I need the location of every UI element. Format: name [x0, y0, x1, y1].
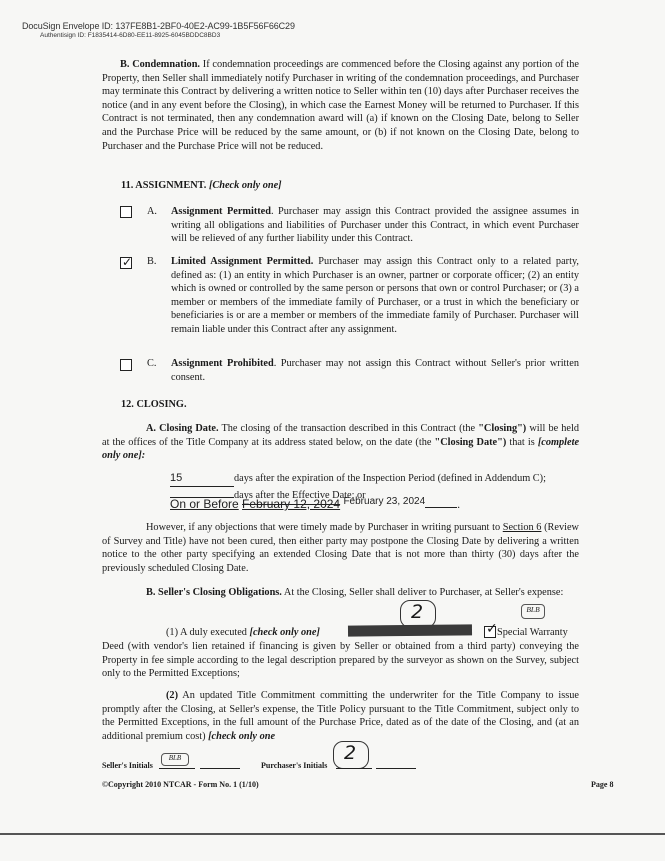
assignment-a-text: Assignment Permitted. Purchaser may assign this Contract provided the assignee assumes in writing all obligations and liabilities of Purchaser under this Contract, in which event Purchaser will be relieved of any further liability under this Contract. — [171, 206, 579, 245]
item-1-paragraph: (1) A duly executed [check only one] — [166, 627, 320, 638]
check-mark-icon: ✓ — [486, 621, 498, 637]
closing-date-paragraph: A. Closing Date. The closing of the transaction described in this Contract (the "Closing") will be held at the offices of the Title Company at its address stated below, on the date (the "Closing Date") that is [complete only one]: — [102, 423, 580, 462]
purchasers-initials-field-2[interactable] — [376, 758, 416, 769]
assignment-a-checkbox[interactable] — [120, 206, 132, 218]
purchasers-initials-label: Purchaser's Initials — [261, 761, 328, 770]
condemnation-paragraph — [102, 58, 579, 153]
handwritten-initial-circle-2: 2 — [333, 741, 369, 769]
handwritten-initial-circle: 2 — [400, 600, 436, 628]
initials-seal: BLB — [521, 604, 545, 619]
item-1-rest: Deed (with vendor's lien retained if financing is given by Seller or obtained from a third party) conveying the Property in fee simple according to the legal description prepared by the surveyor as shown on the Survey, subject only to the Permitted Exceptions; — [102, 641, 579, 680]
purchasers-initials-field-1[interactable] — [336, 758, 372, 769]
assignment-b-letter: B. — [147, 256, 157, 267]
assignment-c-text: Assignment Prohibited. Purchaser may not assign this Contract without Seller's prior written consent. — [171, 358, 579, 383]
sellers-initials-field-1[interactable]: BLB — [159, 758, 195, 769]
section-6-link[interactable]: Section 6 — [502, 522, 542, 533]
item-2-paragraph: (2) An updated Title Commitment committing the underwriter for the Title Company to issue promptly after the Closing, at Seller's expense, the Title Policy pursuant to the Title Commitment, subject only to the Permitted Exceptions, in the full amount of the Purchase Price, dated as of the date of the Closing, and (at an additional premium cost) [check only one — [102, 690, 579, 742]
days-input[interactable]: 15 — [170, 472, 234, 487]
objections-paragraph: However, if any objections that were timely made by Purchaser in writing pursuant to Section 6 (Review of Survey and Title) have not been cured, then either party may postpone the Closing Date by delivering a written notice to the other party specifying an extended Closing Date that is not more than thirty (30) days after the previously scheduled Closing Date. — [102, 522, 579, 574]
new-closing-date[interactable]: February 23, 2024 — [343, 496, 426, 507]
assignment-b-checkbox[interactable] — [120, 257, 132, 269]
assignment-heading: 11. ASSIGNMENT. [Check only one] — [121, 180, 282, 191]
seller-obligations-paragraph: B. Seller's Closing Obligations. At the Closing, Seller shall deliver to Purchaser, at Seller's expense: — [146, 587, 564, 598]
docusign-envelope-id: DocuSign Envelope ID: 137FE8B1-2BF0-40E2-AC99-1B5F56F66C29 — [22, 21, 295, 31]
special-warranty-label: Special Warranty — [497, 627, 568, 638]
assignment-a-letter: A. — [147, 206, 158, 217]
closing-option-date: On or Before February 12, 2024 $^{February 23, 2024}$ . — [170, 496, 461, 511]
condemnation-label: B. Condemnation. — [120, 59, 201, 70]
assignment-c-checkbox[interactable] — [120, 359, 132, 371]
struck-date: February 12, 2024 — [242, 497, 341, 511]
copyright: ©Copyright 2010 NTCAR - Form No. 1 (1/10) — [102, 780, 259, 789]
page-number: Page 8 — [591, 780, 614, 789]
sellers-initials-field-2[interactable] — [200, 758, 240, 769]
special-warranty-checkbox[interactable] — [484, 621, 498, 638]
assignment-c-letter: C. — [147, 358, 157, 369]
authentisign-id: Authentisign ID: F1835414-6D80-EE11-8925-6045BDDC8BD3 — [40, 32, 221, 39]
check-mark-icon: ✓ — [122, 255, 133, 269]
closing-heading: 12. CLOSING. — [121, 399, 187, 410]
scan-edge-line — [0, 833, 665, 835]
closing-option-days-inspection: 15 days after the expiration of the Inspection Period (defined in Addendum C); — [170, 472, 546, 487]
closing-option-days-effective: days after the Effective Date; or — [170, 486, 366, 503]
assignment-b-text: Limited Assignment Permitted. Purchaser may assign this Contract only to a related party, defined as: (1) an entity in which Purchaser is an owner, partner or corporate officer; (2) an entity which is owned or controlled by the same person or persons that own or control Purchaser; or (3) a member or members of the immediate family of Purchaser, or a trust in which the beneficiary or beneficiaries is or are a member or members of the immediate family of Purchaser. Purchaser will remain liable under this Contract after any assignment. — [171, 256, 579, 335]
condemnation-text: If condemnation proceedings are commenced before the Closing against any portion of the Property, then Seller shall immediately notify Purchaser in writing of the condemnation proceedings, and Purchaser may terminate this Contract by delivering a written notice to Seller within ten (10) days after Purchaser receives the notice (and in any event before the Closing), in which case the Earnest Money will be returned to Purchaser. If this Contract is not terminated, then any condemnation award will (a) if known on the Closing Date, belong to Seller and the Purchase Price will be reduced by the same amount, or (b) if not known on the Closing Date, belong to Purchaser and the Purchase Price will not be reduced. — [102, 59, 580, 152]
sellers-initials-label: Seller's Initials — [102, 761, 153, 770]
